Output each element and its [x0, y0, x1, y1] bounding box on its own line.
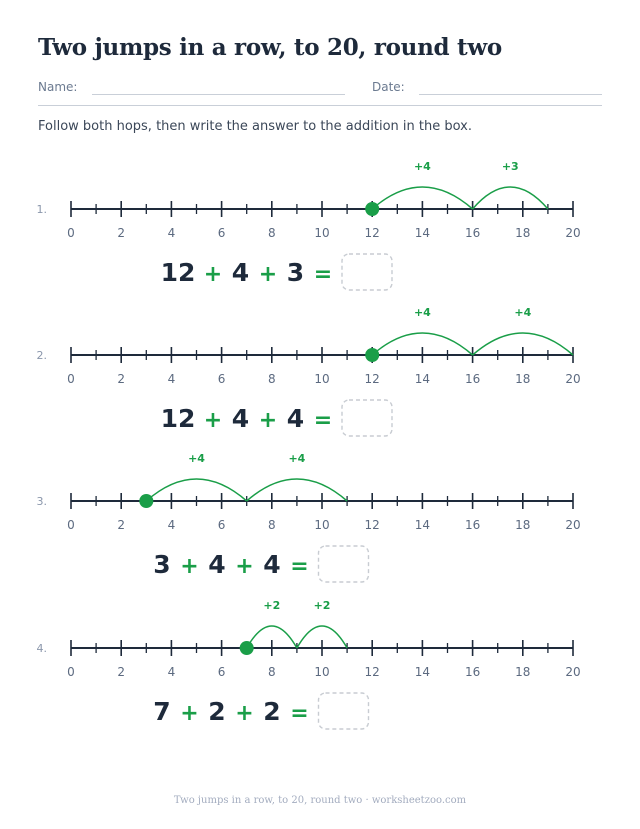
tick-label: 2 [117, 518, 126, 532]
tick-label: 8 [267, 372, 276, 386]
tick-label: 6 [217, 518, 226, 532]
addend: 4 [286, 404, 305, 433]
start-point-marker [365, 348, 379, 362]
tick-label: 10 [314, 226, 330, 240]
plus-sign: + [258, 262, 278, 287]
tick-label: 14 [414, 518, 431, 532]
problem-number: 3. [36, 495, 47, 508]
tick-label: 14 [414, 226, 431, 240]
instructions: Follow both hops, then write the answer to the addition in the box. [38, 119, 472, 134]
answer-box[interactable] [342, 400, 392, 436]
tick-label: 16 [464, 372, 481, 386]
plus-sign: + [235, 701, 254, 726]
tick-label: 18 [515, 518, 531, 532]
jump-label: +4 [514, 306, 532, 319]
answer-box[interactable] [319, 693, 369, 729]
date-label: Date: [372, 80, 405, 94]
tick-label: 4 [167, 226, 176, 240]
plus-sign: + [235, 554, 254, 579]
equals-sign: = [290, 554, 309, 579]
tick-label: 16 [464, 665, 481, 679]
problem-number: 1. [36, 203, 47, 216]
tick-label: 20 [565, 372, 581, 386]
addend: 2 [263, 697, 281, 726]
tick-label: 16 [464, 226, 481, 240]
tick-label: 18 [515, 665, 531, 679]
jump-label: +4 [188, 452, 205, 465]
jump-label: +2 [313, 599, 331, 612]
tick-label: 2 [117, 665, 126, 679]
tick-label: 6 [217, 372, 226, 386]
tick-label: 18 [515, 372, 531, 386]
start-point-marker [240, 641, 254, 655]
tick-label: 8 [267, 665, 276, 679]
name-label: Name: [38, 80, 78, 94]
tick-label: 0 [67, 226, 75, 240]
start-point-marker [139, 494, 153, 508]
tick-label: 18 [515, 226, 531, 240]
tick-label: 2 [117, 372, 126, 386]
tick-label: 4 [167, 372, 176, 386]
problem-number: 4. [36, 642, 47, 655]
addend: 3 [153, 550, 171, 579]
tick-label: 10 [314, 518, 330, 532]
equals-sign: = [313, 408, 333, 433]
addend: 12 [160, 258, 196, 287]
addend: 12 [160, 404, 196, 433]
plus-sign: + [180, 554, 199, 579]
tick-label: 16 [464, 518, 481, 532]
jump-label: +4 [413, 160, 431, 173]
tick-label: 10 [314, 372, 330, 386]
tick-label: 20 [565, 226, 581, 240]
plus-sign: + [180, 701, 199, 726]
jump-label: +4 [288, 452, 306, 465]
footer: Two jumps in a row, to 20, round two · worksheetzoo.com [173, 795, 467, 806]
tick-label: 12 [364, 372, 380, 386]
tick-label: 0 [67, 665, 75, 679]
tick-label: 14 [414, 665, 431, 679]
tick-label: 4 [167, 665, 176, 679]
jump-label: +2 [263, 599, 281, 612]
tick-label: 0 [67, 518, 75, 532]
tick-label: 2 [117, 226, 126, 240]
tick-label: 12 [364, 518, 380, 532]
plus-sign: + [203, 262, 223, 287]
jump-label: +4 [413, 306, 431, 319]
addend: 4 [263, 550, 281, 579]
addend: 7 [153, 697, 171, 726]
jump-arc [473, 187, 548, 209]
addend: 2 [208, 697, 226, 726]
plus-sign: + [258, 408, 278, 433]
tick-label: 10 [314, 665, 330, 679]
tick-label: 14 [414, 372, 431, 386]
tick-label: 8 [267, 226, 276, 240]
tick-label: 8 [267, 518, 276, 532]
start-point-marker [365, 202, 379, 216]
tick-label: 6 [217, 226, 226, 240]
equals-sign: = [290, 701, 309, 726]
equals-sign: = [313, 262, 333, 287]
tick-label: 0 [67, 372, 75, 386]
tick-label: 20 [565, 518, 581, 532]
problem-number: 2. [36, 349, 47, 362]
answer-box[interactable] [342, 254, 392, 290]
tick-label: 4 [167, 518, 176, 532]
plus-sign: + [203, 408, 223, 433]
answer-box[interactable] [319, 546, 369, 582]
page-title: Two jumps in a row, to 20, round two [38, 34, 502, 61]
tick-label: 20 [565, 665, 581, 679]
addend: 3 [286, 258, 305, 287]
addend: 4 [231, 258, 250, 287]
tick-label: 12 [364, 665, 380, 679]
addend: 4 [231, 404, 250, 433]
jump-label: +3 [501, 160, 519, 173]
tick-label: 12 [364, 226, 380, 240]
tick-label: 6 [217, 665, 226, 679]
addend: 4 [208, 550, 226, 579]
